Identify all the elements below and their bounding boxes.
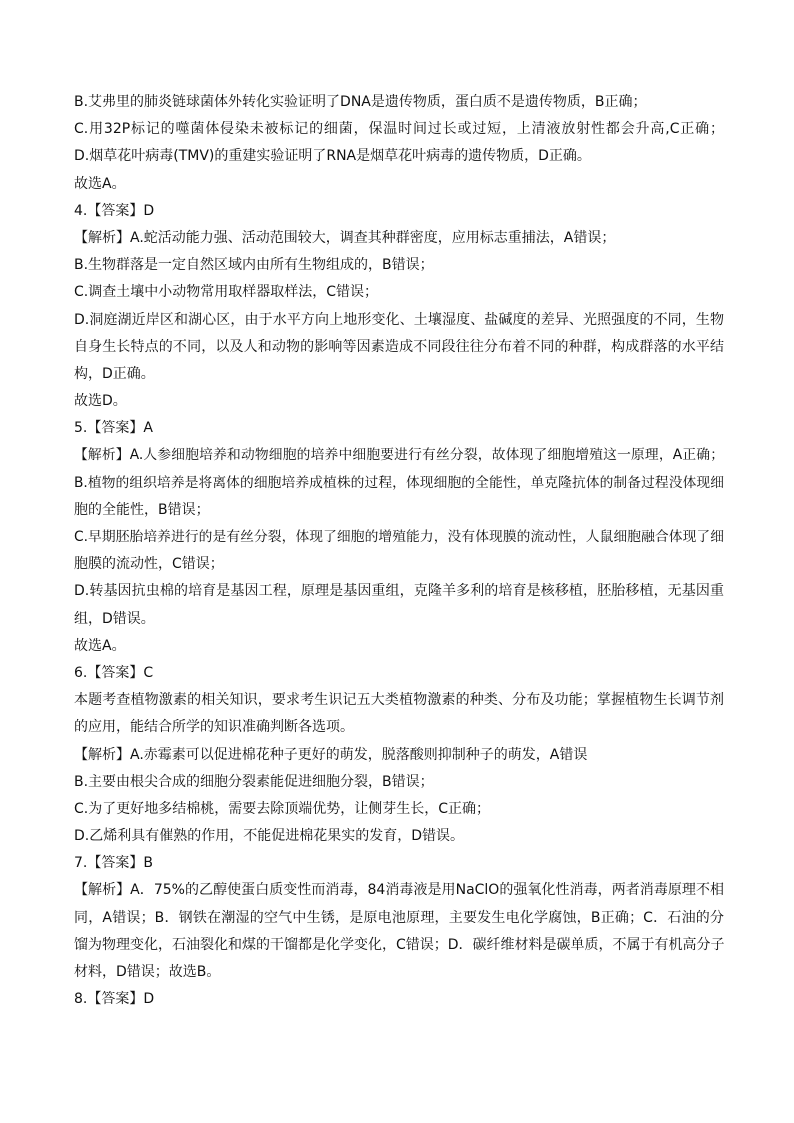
text-line: B.生物群落是一定自然区域内由所有生物组成的，B错误； — [74, 257, 434, 274]
text-line: 【解析】A.蛇活动能力强、活动范围较大，调查其种群密度，应用标志重捕法，A错误； — [74, 229, 616, 246]
text-line: D.洞庭湖近岸区和湖心区，由于水平方向上地形变化、土壤湿度、盐碱度的差异、光照强度的不同，生物 — [74, 311, 724, 328]
text-line: 故选A。 — [74, 175, 126, 192]
text-line: 故选D。 — [74, 393, 127, 410]
text-line: D.转基因抗虫棉的培育是基因工程，原理是基因重组，克隆羊多利的培育是核移植，胚胎移植，无基因重 — [74, 583, 724, 600]
text-line: C.调查土壤中小动物常用取样器取样法，C错误； — [74, 284, 378, 301]
text-line: 自身生长特点的不同，以及人和动物的影响等因素造成不同段往往分布着不同的种群，构成群落的水平结 — [74, 338, 724, 355]
text-line: 【解析】A．75%的乙醇使蛋白质变性而消毒，84消毒液是用NaClO的强氧化性消毒，两者消毒原理不相 — [74, 882, 724, 899]
text-line: B.植物的组织培养是将离体的细胞培养成植株的过程，体现细胞的全能性，单克隆抗体的制备过程没体现细 — [74, 474, 724, 491]
text-line: 故选A。 — [74, 637, 126, 654]
text-line: 组，D错误。 — [74, 610, 155, 627]
text-line: D.烟草花叶病毒(TMV)的重建实验证明了RNA是烟草花叶病毒的遗传物质，D正确。 — [74, 148, 591, 165]
text-line: B.主要由根尖合成的细胞分裂素能促进细胞分裂，B错误； — [74, 773, 434, 790]
text-line: 【解析】A.赤霉素可以促进棉花种子更好的萌发，脱落酸则抑制种子的萌发，A错误 — [74, 746, 588, 763]
text-line: 7.【答案】B — [74, 855, 153, 872]
text-line: 8.【答案】D — [74, 991, 155, 1008]
text-line: 馏为物理变化，石油裂化和煤的干馏都是化学变化，C错误；D．碳纤维材料是碳单质，不属于有机高分子 — [74, 936, 725, 953]
text-line: 胞的全能性，B错误； — [74, 501, 210, 518]
document-page — [74, 89, 724, 1013]
text-line: 材料，D错误；故选B。 — [74, 964, 221, 980]
text-line: 构，D正确。 — [74, 365, 155, 382]
text-line: 4.【答案】D — [74, 202, 155, 219]
text-line: C.早期胚胎培养进行的是有丝分裂，体现了细胞的增殖能力，没有体现膜的流动性，人鼠细胞融合体现了细 — [74, 529, 724, 545]
text-line: 【解析】A.人参细胞培养和动物细胞的培养中细胞要进行有丝分裂，故体现了细胞增殖这一原理，A正确； — [74, 447, 724, 464]
text-line: C.用32P标记的噬菌体侵染未被标记的细菌，保温时间过长或过短，上清液放射性都会升高,C正确； — [74, 121, 724, 138]
text-line: 的应用，能结合所学的知识准确判断各选项。 — [74, 719, 354, 736]
text-line: B.艾弗里的肺炎链球菌体外转化实验证明了DNA是遗传物质，蛋白质不是遗传物质，B正确； — [74, 94, 647, 110]
text-line: 胞膜的流动性，C错误； — [74, 556, 224, 573]
text-line: D.乙烯利具有催熟的作用，不能促进棉花果实的发育，D错误。 — [74, 828, 465, 845]
text-line: 5.【答案】A — [74, 420, 153, 437]
text-line: 本题考查植物激素的相关知识，要求考生识记五大类植物激素的种类、分布及功能；掌握植物生长调节剂 — [74, 692, 724, 709]
text-line: 6.【答案】C — [74, 664, 154, 681]
text-line: 同，A错误；B．钢铁在潮湿的空气中生锈，是原电池原理，主要发生电化学腐蚀，B正确；C．石油的分 — [74, 909, 724, 926]
text-line: C.为了更好地多结棉桃，需要去除顶端优势，让侧芽生长，C正确； — [74, 800, 490, 817]
